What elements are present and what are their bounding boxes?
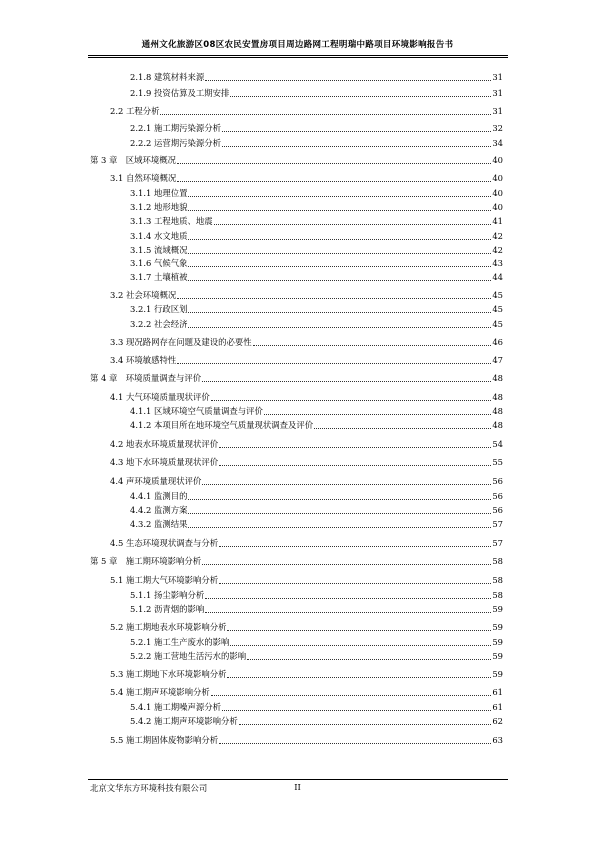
toc-entry-title: 4.4 声环境质量现状评价 [110, 476, 202, 486]
toc-entry-title: 5.4.1 施工期噪声源分析 [130, 702, 221, 712]
toc-entry[interactable] [110, 620, 503, 633]
toc-entry[interactable] [130, 489, 503, 502]
toc-entry-title: 5.4.2 施工期声环境影响分析 [130, 716, 238, 726]
toc-leader-dots [205, 612, 491, 613]
toc-leader-dots [239, 724, 492, 725]
toc-leader-dots [188, 239, 491, 240]
toc-entry-page: 48 [492, 392, 503, 402]
toc-entry-title: 3.2 社会环境概况 [110, 290, 177, 300]
toc-leader-dots [202, 381, 491, 382]
toc-leader-dots [188, 210, 491, 211]
toc-leader-dots [211, 695, 492, 696]
toc-entry[interactable] [130, 136, 503, 149]
toc-entry[interactable] [130, 186, 503, 199]
toc-entry-page: 31 [492, 106, 503, 116]
toc-entry-page: 59 [492, 637, 503, 647]
toc-leader-dots [188, 280, 491, 281]
toc-entry[interactable] [130, 243, 503, 256]
toc-entry-page: 55 [492, 457, 503, 467]
toc-leader-dots [188, 253, 491, 254]
toc-leader-dots [219, 546, 491, 547]
toc-entry-title: 3.1.7 土壤植被 [130, 272, 188, 282]
toc-entry[interactable] [130, 86, 503, 99]
toc-entry[interactable] [110, 437, 503, 450]
toc-entry-title: 第 3 章 区域环境概况 [90, 155, 177, 165]
toc-leader-dots [247, 659, 491, 660]
toc-entry-title: 5.3 施工期地下水环境影响分析 [110, 669, 227, 679]
toc-leader-dots [188, 499, 491, 500]
toc-entry-title: 5.1.2 沥青烟的影响 [130, 604, 205, 614]
toc-leader-dots [219, 447, 491, 448]
toc-entry-page: 62 [492, 716, 503, 726]
toc-entry-page: 59 [492, 622, 503, 632]
toc-entry-title: 3.1.2 地形地貌 [130, 202, 188, 212]
toc-leader-dots [222, 146, 491, 147]
toc-entry-title: 3.1.1 地理位置 [130, 188, 188, 198]
toc-entry-page: 61 [492, 687, 503, 697]
toc-entry-page: 61 [492, 702, 503, 712]
toc-leader-dots [253, 345, 492, 346]
toc-entry-title: 4.5 生态环境现状调查与分析 [110, 538, 219, 548]
toc-entry-title: 第 4 章 环境质量调查与评价 [90, 373, 202, 383]
toc-leader-dots [188, 266, 491, 267]
footer-rule [88, 779, 508, 780]
toc-entry-page: 57 [492, 538, 503, 548]
toc-entry-page: 40 [492, 188, 503, 198]
toc-leader-dots [188, 312, 491, 313]
toc-entry-page: 63 [492, 735, 503, 745]
toc-leader-dots [211, 400, 492, 401]
toc-entry-page: 45 [492, 319, 503, 329]
toc-entry-page: 48 [492, 373, 503, 383]
toc-entry[interactable] [130, 229, 503, 242]
toc-leader-dots [205, 80, 491, 81]
toc-leader-dots [222, 131, 491, 132]
toc-entry[interactable] [110, 455, 503, 468]
footer-company: 北京文华东方环境科技有限公司 [90, 783, 208, 793]
toc-leader-dots [177, 298, 491, 299]
toc-leader-dots [177, 163, 491, 164]
toc-entry-title: 2.1.9 投资估算及工期安排 [130, 88, 230, 98]
footer-page-number: II [294, 782, 301, 792]
toc-leader-dots [214, 224, 492, 225]
toc-entry-title: 4.4.1 监测目的 [130, 491, 188, 501]
toc-entry-title: 2.2.1 施工期污染源分析 [130, 123, 221, 133]
toc-leader-dots [219, 583, 491, 584]
toc-leader-dots [188, 513, 491, 514]
toc-entry-title: 3.2.1 行政区划 [130, 304, 188, 314]
toc-entry-title: 3.1.5 流域概况 [130, 245, 188, 255]
toc-entry[interactable] [90, 153, 503, 166]
toc-leader-dots [227, 677, 491, 678]
toc-leader-dots [160, 114, 491, 115]
toc-entry-page: 42 [492, 231, 503, 241]
toc-entry[interactable] [110, 288, 503, 301]
toc-entry[interactable] [130, 404, 503, 417]
toc-leader-dots [177, 181, 491, 182]
toc-entry[interactable] [110, 667, 503, 680]
toc-entry-title: 2.1.8 建筑材料来源 [130, 72, 205, 82]
toc-entry-title: 5.1 施工期大气环境影响分析 [110, 575, 219, 585]
toc-entry-page: 47 [492, 355, 503, 365]
toc-entry[interactable] [130, 121, 503, 134]
toc-leader-dots [314, 428, 491, 429]
toc-entry[interactable] [130, 200, 503, 213]
toc-entry-title: 3.2.2 社会经济 [130, 319, 188, 329]
toc-entry[interactable] [130, 214, 503, 227]
toc-entry[interactable] [130, 517, 503, 530]
toc-entry[interactable] [110, 685, 503, 698]
toc-leader-dots [202, 564, 491, 565]
toc-entry-page: 41 [492, 216, 503, 226]
toc-entry-page: 31 [492, 88, 503, 98]
toc-leader-dots [230, 645, 491, 646]
toc-entry-page: 42 [492, 245, 503, 255]
toc-entry-title: 2.2.2 运营期污染源分析 [130, 138, 221, 148]
toc-entry-page: 58 [492, 590, 503, 600]
toc-entry-page: 45 [492, 304, 503, 314]
toc-entry[interactable] [130, 503, 503, 516]
toc-entry[interactable] [110, 353, 503, 366]
page-header-title: 通州文化旅游区08区农民安置房项目周边路网工程明瑞中路项目环境影响报告书 [141, 40, 454, 50]
toc-entry-title: 4.1.2 本项目所在地环境空气质量现状调查及评价 [130, 420, 314, 430]
toc-leader-dots [188, 527, 491, 528]
toc-entry[interactable] [130, 256, 503, 269]
toc-leader-dots [188, 327, 491, 328]
toc-entry-page: 59 [492, 651, 503, 661]
toc-entry-page: 40 [492, 173, 503, 183]
toc-entry-page: 56 [492, 491, 503, 501]
toc-entry-title: 5.2.2 施工营地生活污水的影响 [130, 651, 247, 661]
toc-entry-title: 3.3 现况路网存在问题及建设的必要性 [110, 337, 252, 347]
toc-entry-page: 48 [492, 420, 503, 430]
toc-entry[interactable] [130, 649, 503, 662]
toc-entry-title: 3.1.6 气候气象 [130, 258, 188, 268]
toc-entry[interactable] [130, 418, 503, 431]
toc-entry-page: 31 [492, 72, 503, 82]
toc-entry[interactable] [130, 302, 503, 315]
toc-entry-title: 4.2 地表水环境质量现状评价 [110, 439, 219, 449]
toc-entry-title: 5.4 施工期声环境影响分析 [110, 687, 210, 697]
toc-entry[interactable] [110, 335, 503, 348]
toc-leader-dots [177, 363, 491, 364]
toc-entry[interactable] [130, 588, 503, 601]
toc-leader-dots [219, 465, 491, 466]
toc-entry[interactable] [110, 536, 503, 549]
toc-leader-dots [230, 96, 491, 97]
toc-entry-title: 4.4.2 监测方案 [130, 505, 188, 515]
toc-leader-dots [188, 196, 491, 197]
toc-entry-page: 48 [492, 406, 503, 416]
toc-entry-page: 34 [492, 138, 503, 148]
toc-entry-title: 第 5 章 施工期环境影响分析 [90, 556, 202, 566]
toc-leader-dots [205, 598, 491, 599]
toc-entry-title: 5.2 施工期地表水环境影响分析 [110, 622, 227, 632]
toc-entry-page: 56 [492, 476, 503, 486]
toc-entry-page: 58 [492, 575, 503, 585]
toc-entry-title: 3.1 自然环境概况 [110, 173, 177, 183]
toc-entry-title: 2.2 工程分析 [110, 106, 160, 116]
toc-entry-title: 3.1.4 水文地质 [130, 231, 188, 241]
toc-entry-page: 43 [492, 258, 503, 268]
toc-entry[interactable] [90, 371, 503, 384]
toc-leader-dots [227, 630, 491, 631]
toc-entry-page: 54 [492, 439, 503, 449]
toc-entry-page: 57 [492, 519, 503, 529]
toc-entry-page: 59 [492, 669, 503, 679]
toc-entry[interactable] [110, 573, 503, 586]
toc-entry-page: 32 [492, 123, 503, 133]
toc-entry-page: 59 [492, 604, 503, 614]
toc-entry-title: 3.4 环境敏感特性 [110, 355, 177, 365]
toc-entry-page: 44 [492, 272, 503, 282]
toc-entry[interactable] [110, 733, 503, 746]
toc-entry[interactable] [110, 390, 503, 403]
toc-entry[interactable] [130, 635, 503, 648]
toc-entry-title: 3.1.3 工程地质、地震 [130, 216, 213, 226]
toc-entry-page: 40 [492, 202, 503, 212]
toc-entry[interactable] [130, 700, 503, 713]
toc-entry-title: 4.3 地下水环境质量现状评价 [110, 457, 219, 467]
toc-entry-title: 5.1.1 扬尘影响分析 [130, 590, 205, 600]
toc-entry-page: 45 [492, 290, 503, 300]
toc-entry-page: 46 [492, 337, 503, 347]
toc-entry[interactable] [130, 317, 503, 330]
toc-entry[interactable] [130, 70, 503, 83]
toc-leader-dots [219, 743, 491, 744]
toc-entry[interactable] [110, 104, 503, 117]
toc-entry-page: 40 [492, 155, 503, 165]
toc-leader-dots [222, 710, 491, 711]
toc-entry-title: 4.3.2 监测结果 [130, 519, 188, 529]
toc-entry[interactable] [130, 714, 503, 727]
toc-entry[interactable] [110, 171, 503, 184]
toc-entry-title: 4.1 大气环境质量现状评价 [110, 392, 210, 402]
toc-entry-page: 56 [492, 505, 503, 515]
toc-entry-title: 5.5 施工期固体废物影响分析 [110, 735, 219, 745]
toc-entry-title: 4.1.1 区域环境空气质量调查与评价 [130, 406, 263, 416]
toc-entry-page: 58 [492, 556, 503, 566]
toc-leader-dots [202, 484, 491, 485]
toc-entry[interactable] [110, 474, 503, 487]
toc-entry-title: 5.2.1 施工生产废水的影响 [130, 637, 230, 647]
toc-entry[interactable] [90, 554, 503, 567]
toc-entry[interactable] [130, 602, 503, 615]
toc-entry[interactable] [130, 270, 503, 283]
toc-leader-dots [264, 414, 491, 415]
